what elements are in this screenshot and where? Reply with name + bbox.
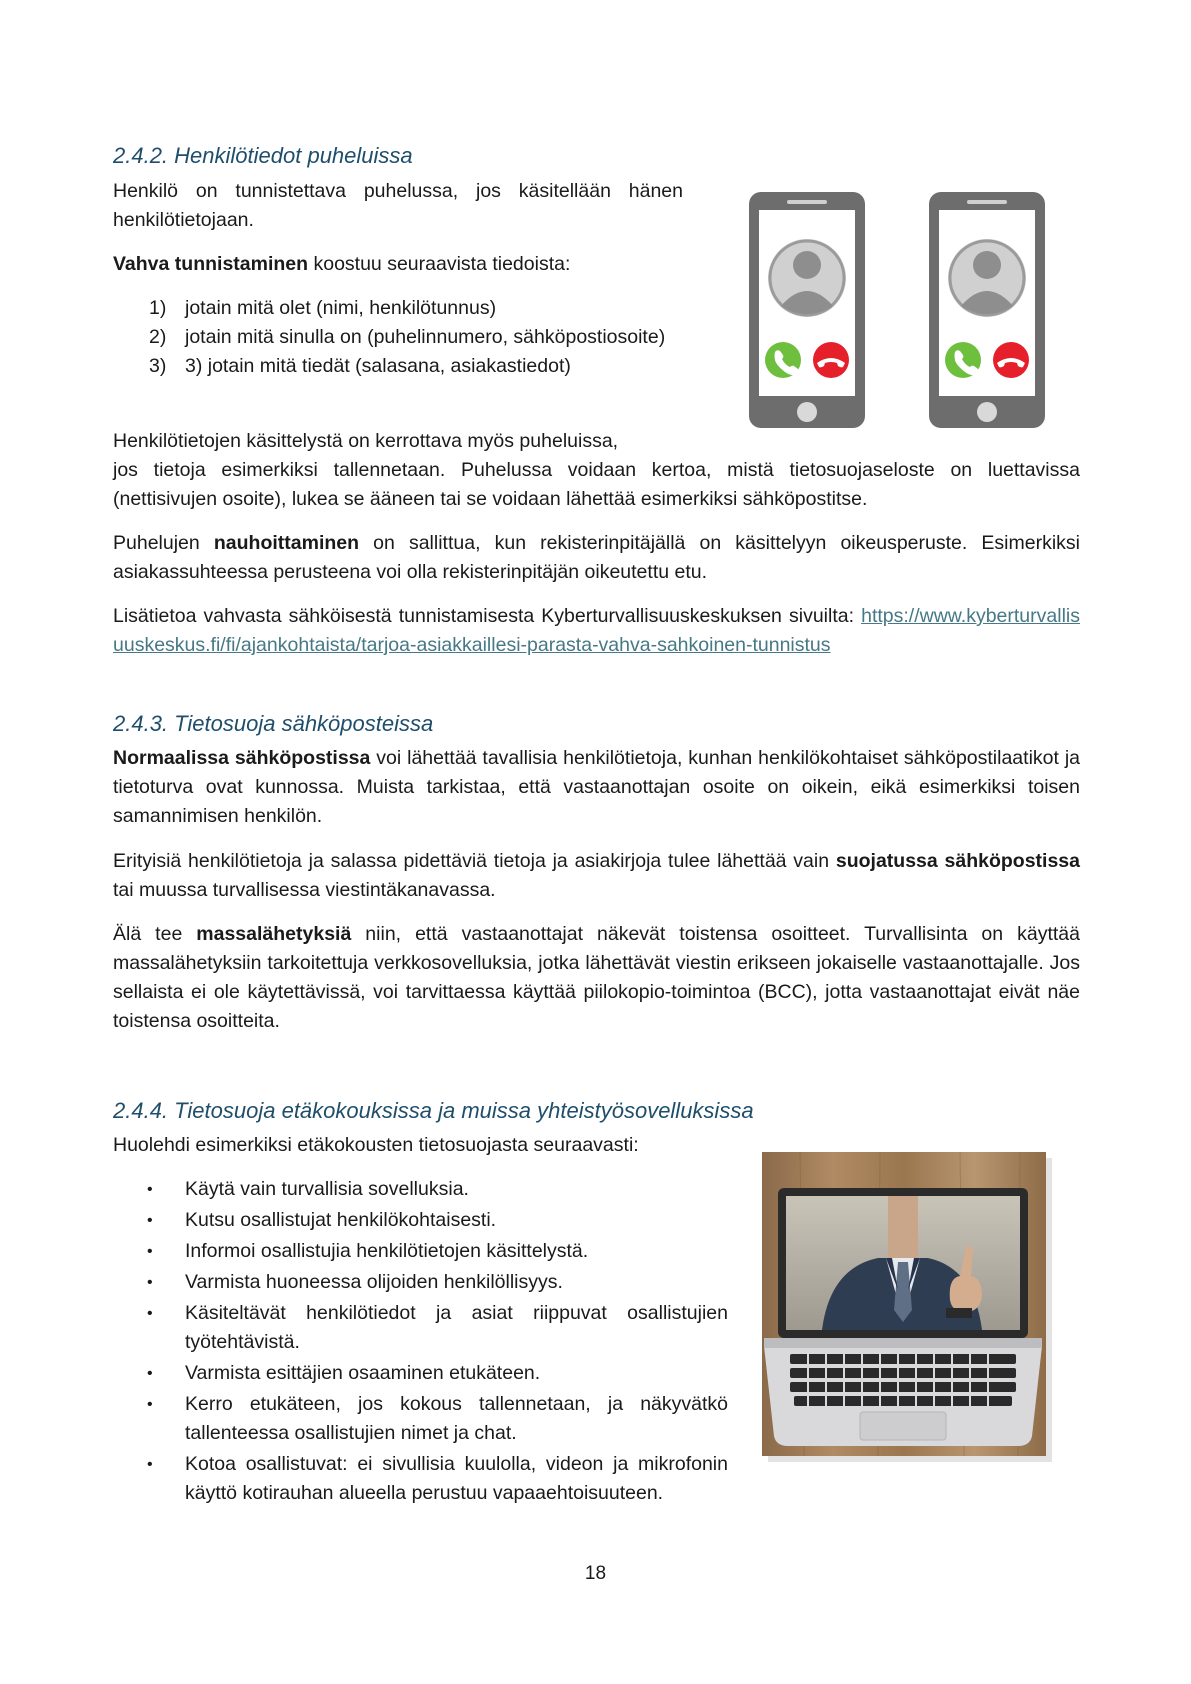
list-text: Käytä vain turvallisia sovelluksia. (185, 1178, 469, 1200)
bold-strong-auth: Vahva tunnistaminen (113, 253, 309, 275)
section-heading-2-4-3: 2.4.3. Tietosuoja sähköposteissa (113, 711, 434, 736)
page-number: 18 (584, 1563, 607, 1584)
paragraph-mass-mailing (113, 920, 1080, 1036)
bullet: • (147, 1456, 153, 1473)
bullet: • (147, 1274, 153, 1291)
list-item (113, 1390, 728, 1448)
list-item (113, 294, 683, 323)
paragraph-strong-auth (113, 250, 683, 279)
bold-recording: nauhoittaminen (213, 532, 360, 554)
list-number: 1) (149, 297, 167, 319)
auth-factor-list (113, 294, 683, 381)
list-text: Kerro etukäteen, jos kokous tallennetaan, ja näkyvätkö tallenteessa osallistujien nimet ja chat. (185, 1393, 728, 1444)
list-text: Kutsu osallistujat henkilökohtaisesti. (185, 1209, 497, 1231)
list-item (113, 1237, 728, 1266)
paragraph-more-info (113, 602, 1080, 660)
list-item (113, 323, 683, 352)
list-text: 3) jotain mitä tiedät (salasana, asiakastiedot) (185, 355, 571, 377)
paragraph-call-info-first-line: Henkilötietojen käsittelystä on kerrottava myös puheluissa, (113, 430, 619, 452)
laptop-video-call-photo (760, 1150, 1060, 1470)
bullet: • (147, 1243, 153, 1260)
bullet: • (147, 1181, 153, 1198)
paragraph-normal-email (113, 744, 1080, 831)
bullet: • (147, 1365, 153, 1382)
list-number: 3) (149, 355, 167, 377)
text-more-info: Lisätietoa vahvasta sähköisestä tunnistamisesta Kyberturvallisuuskeskuksen sivuilta: (113, 605, 862, 627)
two-smartphones-incoming-call-icon (745, 188, 1055, 433)
section-heading-2-4-4: 2.4.4. Tietosuoja etäkokouksissa ja muissa yhteistyösovelluksissa (113, 1098, 754, 1123)
bold-secure-email: suojatussa sähköpostissa (835, 850, 1080, 872)
list-text: Kotoa osallistuvat: ei sivullisia kuulolla, videon ja mikrofonin käyttö kotirauhan alueella perustuu vapaaehtoisuuteen. (185, 1453, 728, 1504)
list-item (113, 352, 683, 381)
text-recording-start: Puhelujen (113, 532, 214, 554)
paragraph-call-info: jos tietoja esimerkiksi tallennetaan. Puhelussa voidaan kertoa, mistä tietosuojaseloste on luettavissa (nettisivujen osoite), lukea se ääneen tai se voidaan lähettää esimerkiksi sähköpostitse. (113, 459, 1080, 510)
list-item (113, 1450, 728, 1508)
list-text: jotain mitä sinulla on (puhelinnumero, sähköpostiosoite) (185, 326, 666, 348)
kyberturvallisuuskeskus-link[interactable]: https://www.kyberturvallisuuskeskus.fi/fi/ajankohtaista/tarjoa-asiakkaillesi-parasta-vahva-sahkoinen-tunnistus (113, 605, 1080, 656)
list-item (113, 1299, 728, 1357)
phone-right (929, 192, 1045, 428)
text-mass-mailing-rest: niin, että vastaanottajat näkevät toistensa osoitteet. Turvallisinta on käyttää massalähetyksiin tarkoitettuja verkkosovelluksia, jotka lähettävät viestin erikseen jokaiselle vastaanottajalle. Jos sellaista ei ole käytettävissä, voi tarvittaessa käyttää piilokopio-toimintoa (BCC), jotta vastaanottajat eivät näe toistensa osoitteita. (113, 923, 1080, 1032)
paragraph-recording (113, 529, 1080, 587)
list-text: Varmista huoneessa olijoiden henkilöllisyys. (185, 1271, 563, 1293)
bullet: • (147, 1305, 153, 1322)
bullet: • (147, 1212, 153, 1229)
list-item (113, 1268, 728, 1297)
text-secure-email-start: Erityisiä henkilötietoja ja salassa pidettäviä tietoja ja asiakirjoja tulee lähettää vain (113, 850, 836, 872)
list-number: 2) (149, 326, 167, 348)
text-mass-mailing-start: Älä tee (113, 923, 197, 945)
bold-normal-email: Normaalissa sähköpostissa (113, 747, 371, 769)
paragraph-secure-email (113, 847, 1080, 905)
list-text: Varmista esittäjien osaaminen etukäteen. (185, 1362, 541, 1384)
bullet: • (147, 1396, 153, 1413)
list-item (113, 1175, 728, 1204)
text-strong-auth-rest: koostuu seuraavista tiedoista: (308, 253, 571, 275)
paragraph-remote-meetings-intro: Huolehdi esimerkiksi etäkokousten tietosuojasta seuraavasti: (113, 1134, 639, 1156)
list-text: Informoi osallistujia henkilötietojen käsittelystä. (185, 1240, 589, 1262)
bold-mass-mailing: massalähetyksiä (196, 923, 352, 945)
list-item (113, 1359, 728, 1388)
section-heading-2-4-2: 2.4.2. Henkilötiedot puheluissa (113, 143, 413, 168)
list-item (113, 1206, 728, 1235)
remote-meeting-checklist (113, 1175, 728, 1510)
list-text: jotain mitä olet (nimi, henkilötunnus) (185, 297, 497, 319)
text-recording-rest: on sallittua, kun rekisterinpitäjällä on käsittelyyn oikeusperuste. Esimerkiksi asiakassuhteessa perusteena voi olla rekisterinpitäjän oikeutettu etu. (113, 532, 1080, 583)
paragraph-identification: Henkilö on tunnistettava puhelussa, jos käsitellään hänen henkilötietojaan. (113, 180, 683, 231)
phone-left (749, 192, 865, 428)
text-secure-email-rest: tai muussa turvallisessa viestintäkanavassa. (113, 879, 496, 901)
text-normal-email-rest: voi lähettää tavallisia henkilötietoja, kunhan henkilökohtaiset sähköpostilaatikot ja tietoturva ovat kunnossa. Muista tarkistaa, että vastaanottajan osoite on oikein, eikä esimerkiksi toisen samannimisen henkilön. (113, 747, 1080, 827)
list-text: Käsiteltävät henkilötiedot ja asiat riippuvat osallistujien työtehtävistä. (185, 1302, 728, 1353)
